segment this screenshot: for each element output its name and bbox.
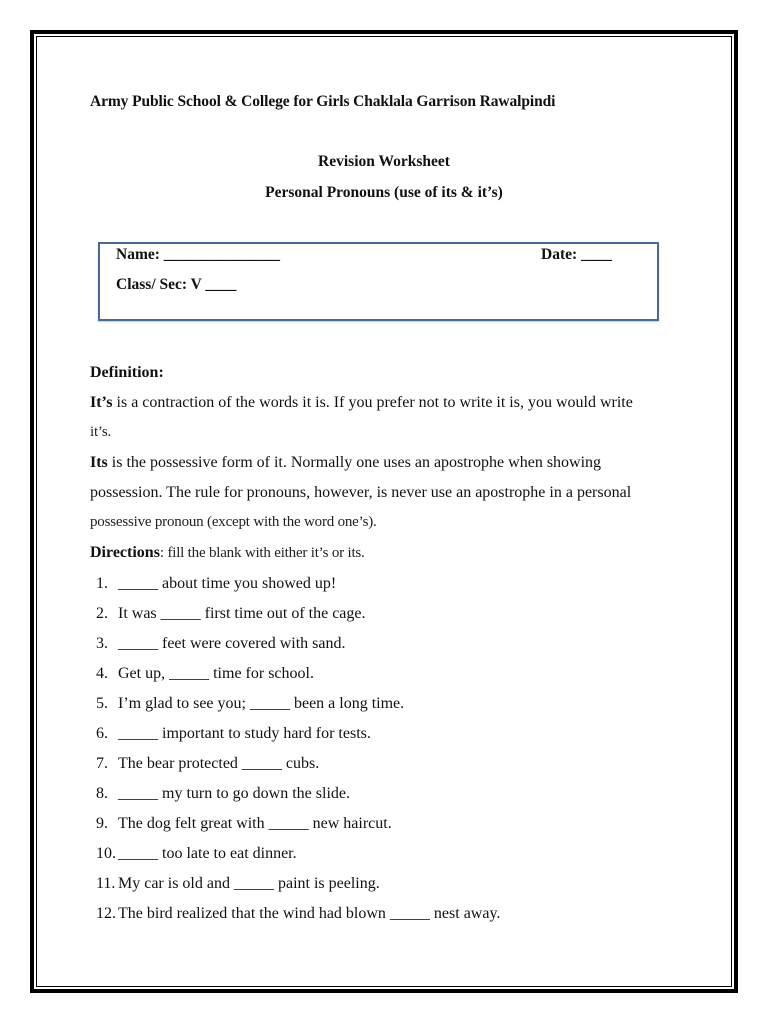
definition-text: is a contraction of the words it is. If you prefer not to write it is, you would write bbox=[112, 394, 633, 411]
question-text[interactable]: Get up, _____ time for school. bbox=[118, 665, 314, 682]
question-number: 6. bbox=[96, 725, 108, 742]
directions-text: : fill the blank with either it’s or its. bbox=[159, 545, 365, 561]
definition-its-contraction-line-2: it’s. bbox=[90, 424, 112, 440]
question-item bbox=[96, 875, 380, 893]
question-number: 12. bbox=[96, 905, 116, 922]
definition-text: is the possessive form of it. Normally one uses an apostrophe when showing bbox=[107, 454, 602, 471]
question-text[interactable]: It was _____ first time out of the cage. bbox=[118, 605, 366, 622]
directions bbox=[90, 544, 365, 562]
question-number: 8. bbox=[96, 785, 108, 802]
question-text[interactable]: _____ about time you showed up! bbox=[118, 575, 337, 592]
definition-its-possessive-line-3: possessive pronoun (except with the word one’s). bbox=[90, 514, 377, 530]
question-text[interactable]: The bird realized that the wind had blown _____ nest away. bbox=[118, 905, 501, 922]
question-item bbox=[96, 815, 392, 833]
question-number: 1. bbox=[96, 575, 108, 592]
question-item bbox=[96, 695, 404, 713]
date-field[interactable]: Date: ____ bbox=[541, 246, 613, 263]
question-number: 10. bbox=[96, 845, 116, 862]
question-text[interactable]: The bear protected _____ cubs. bbox=[118, 755, 320, 772]
question-text[interactable]: _____ feet were covered with sand. bbox=[118, 635, 346, 652]
question-number: 2. bbox=[96, 605, 108, 622]
question-item bbox=[96, 755, 319, 773]
question-item bbox=[96, 635, 345, 653]
question-text[interactable]: _____ my turn to go down the slide. bbox=[118, 785, 350, 802]
question-text[interactable]: _____ too late to eat dinner. bbox=[118, 845, 297, 862]
question-number: 3. bbox=[96, 635, 108, 652]
question-number: 4. bbox=[96, 665, 108, 682]
question-number: 9. bbox=[96, 815, 108, 832]
question-text[interactable]: _____ important to study hard for tests. bbox=[118, 725, 371, 742]
student-info-box bbox=[98, 242, 659, 321]
term-its-contraction: It’s bbox=[90, 394, 113, 411]
class-section-field[interactable]: Class/ Sec: V ____ bbox=[116, 276, 237, 293]
term-its-possessive: Its bbox=[90, 454, 108, 471]
definition-its-contraction-line-1 bbox=[90, 394, 633, 412]
question-item bbox=[96, 575, 336, 593]
definition-its-possessive-line-2: possession. The rule for pronouns, however, is never use an apostrophe in a personal bbox=[90, 484, 632, 501]
definition-heading: Definition: bbox=[90, 364, 164, 381]
definition-its-possessive-line-1 bbox=[90, 454, 601, 472]
question-number: 11. bbox=[96, 875, 116, 892]
worksheet-title: Revision Worksheet bbox=[318, 153, 450, 170]
question-text[interactable]: The dog felt great with _____ new haircut. bbox=[118, 815, 392, 832]
question-item bbox=[96, 665, 314, 683]
school-name: Army Public School & College for Girls Chaklala Garrison Rawalpindi bbox=[90, 93, 556, 110]
question-text[interactable]: My car is old and _____ paint is peeling. bbox=[118, 875, 380, 892]
question-text[interactable]: I’m glad to see you; _____ been a long time. bbox=[118, 695, 405, 712]
question-item bbox=[96, 845, 297, 863]
directions-label: Directions bbox=[90, 544, 160, 561]
question-number: 5. bbox=[96, 695, 108, 712]
question-item bbox=[96, 605, 366, 623]
question-number: 7. bbox=[96, 755, 108, 772]
name-field[interactable]: Name: _______________ bbox=[116, 246, 281, 263]
question-item bbox=[96, 725, 371, 743]
question-item bbox=[96, 785, 350, 803]
question-item bbox=[96, 905, 500, 923]
worksheet-subtitle: Personal Pronouns (use of its & it’s) bbox=[265, 184, 503, 201]
